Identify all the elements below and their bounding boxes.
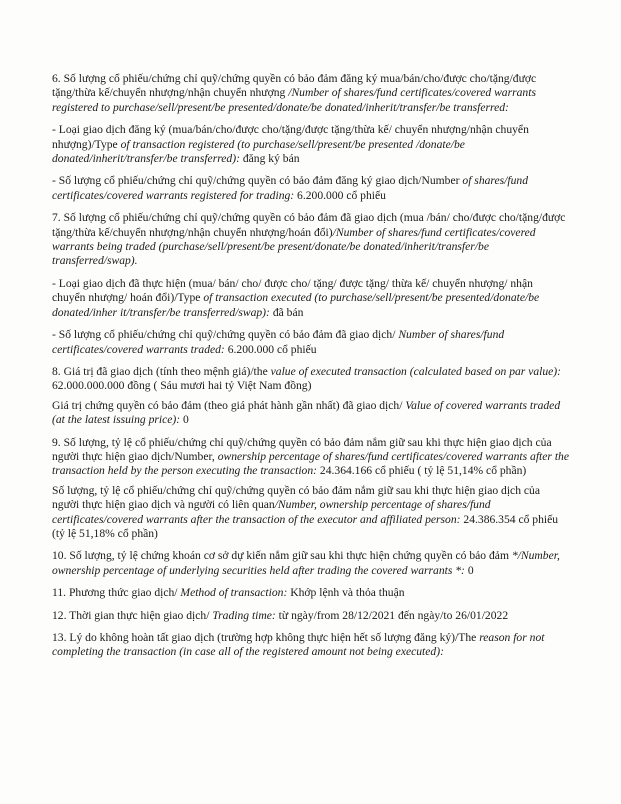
item-6-registered-type bbox=[52, 123, 569, 166]
item-10-english: */Number, ownership percentage of underlying securities held after trading the covered warrants *: bbox=[52, 549, 560, 577]
item-8-executed-value bbox=[52, 365, 569, 394]
covered-warrant-english: Value of covered warrants traded (at the latest issuing price): bbox=[52, 398, 561, 427]
item-8-covered-warrant-value bbox=[52, 399, 569, 428]
covered-warrant-value: 0 bbox=[180, 413, 189, 427]
item-9-text: 9. Số lượng, tỷ lệ cổ phiếu/chứng chỉ quỹ/chứng quyền có bảo đảm nắm giữ sau khi thực hiện giao dịch của người thực hiện giao dịch/Number, bbox=[52, 435, 552, 463]
covered-warrant-text: Giá trị chứng quyền có bảo đảm (theo giá phát hành gần nhất) đã giao dịch/ bbox=[52, 398, 406, 412]
item-9-holding-after-transaction bbox=[52, 436, 569, 479]
item-7-traded-shares bbox=[52, 211, 569, 269]
item-13-reason bbox=[52, 631, 569, 660]
item-12-text: 12. Thời gian thực hiện giao dịch/ bbox=[52, 608, 213, 622]
item-10-text: 10. Số lượng, tỷ lệ chứng khoán cơ sở dự kiến nắm giữ sau khi thực hiện chứng quyền có bảo đảm bbox=[52, 549, 512, 563]
registered-quantity-english: of shares/fund certificates/covered warrants registered for trading: bbox=[52, 174, 528, 202]
registered-type-english: of transaction registered (to purchase/sell/present/be presented /donate/be donated/inherit/transfer/be transferred): bbox=[52, 137, 465, 166]
traded-quantity-english: Number of shares/fund certificates/covered warrants traded: bbox=[52, 328, 505, 356]
item-9-value: 24.364.166 cổ phiếu ( tỷ lệ 51,14% cổ phần) bbox=[317, 464, 527, 478]
item-10-value: 0 bbox=[464, 563, 474, 577]
traded-quantity-text: - Số lượng cổ phiếu/chứng chỉ quỹ/chứng quyền có bảo đảm đã giao dịch/ bbox=[52, 328, 399, 342]
item-6-registered-shares bbox=[52, 72, 569, 115]
item-7-text: 7. Số lượng cổ phiếu/chứng chỉ quỹ/chứng quyền có bảo đảm đã giao dịch (mua /bán/ cho/được cho/tặng/được tặng/thừa kế/chuyển nhượng/nhận chuyển nhượng/hoán đổi) bbox=[52, 211, 566, 239]
item-11-method bbox=[52, 586, 569, 600]
item-7-traded-quantity bbox=[52, 328, 569, 357]
item-13-text: 13. Lý do không hoàn tất giao dịch (trường hợp không thực hiện hết số lượng đăng ký)/The bbox=[52, 631, 480, 644]
item-12-trading-time bbox=[52, 609, 569, 623]
item-8-english: value of executed transaction (calculated based on par value): bbox=[270, 364, 562, 378]
item-9-english: ownership percentage of shares/fund certificates/covered warrants after the transaction held by the person executing the transaction: bbox=[52, 449, 570, 478]
item-11-value: Khớp lệnh và thỏa thuận bbox=[287, 586, 405, 600]
item-8-value: 62.000.000.000 đồng ( Sáu mươi hai tỷ Việt Nam đồng) bbox=[52, 379, 312, 393]
registered-quantity-text: - Số lượng cổ phiếu/chứng chỉ quỹ/chứng quyền có bảo đảm đăng ký giao dịch/Number bbox=[52, 174, 463, 188]
item-13-english: reason for not completing the transaction (in case all of the registered amount not being executed): bbox=[52, 631, 545, 659]
item-11-text: 11. Phương thức giao dịch/ bbox=[52, 586, 181, 600]
item-11-english: Method of transaction: bbox=[180, 586, 288, 600]
registered-type-value: đăng ký bán bbox=[239, 152, 300, 166]
item-10-underlying-securities bbox=[52, 549, 569, 578]
item-6-registered-quantity bbox=[52, 174, 569, 203]
affiliates-english: /Number, ownership percentage of shares/fund certificates/covered warrants after the transaction of the executor and affiliated person: bbox=[52, 498, 491, 526]
registered-type-text: - Loại giao dịch đăng ký (mua/bán/cho/được cho/tặng/được tặng/thừa kế/ chuyển nhượng/nhận chuyển nhượng)/Type bbox=[52, 123, 529, 151]
item-12-value: từ ngày/from 28/12/2021 đến ngày/to 26/01/2022 bbox=[275, 608, 509, 622]
executed-type-text: - Loại giao dịch đã thực hiện (mua/ bán/ cho/ được cho/ tặng/ được tặng/ thừa kế/ chuyển nhượng/ nhận chuyển nhượng/ hoán đổi)/Type bbox=[52, 276, 533, 305]
item-7-english: /Number of shares/fund certificates/covered warrants being traded (purchase/sell/present/be present/donate/be donated/inherit/transfer/be transferred/swap). bbox=[52, 225, 536, 268]
item-9-holding-with-affiliates bbox=[52, 484, 569, 542]
item-12-english: Trading time: bbox=[212, 608, 276, 622]
item-8-text: 8. Giá trị đã giao dịch (tính theo mệnh giá)/the bbox=[52, 364, 271, 378]
executed-type-value: đã bán bbox=[269, 305, 304, 319]
traded-quantity-value: 6.200.000 cổ phiếu bbox=[224, 342, 317, 356]
item-6-text: 6. Số lượng cổ phiếu/chứng chỉ quỹ/chứng quyền có bảo đảm đăng ký mua/bán/cho/được cho/tặng/được tặng/thừa kế/chuyển nhượng/nhận chuyển nhượng bbox=[52, 72, 537, 100]
affiliates-text: Số lượng, tỷ lệ cổ phiếu/chứng chỉ quỹ/chứng quyền có bảo đảm nắm giữ sau khi thực hiện giao dịch của người thực hiện giao dịch và người có liên quan bbox=[52, 483, 540, 512]
executed-type-english: of transaction executed (to purchase/sell/present/be presented/donate/be donated/inher it/transfer/be transferred/swap): bbox=[52, 291, 540, 319]
registered-quantity-value: 6.200.000 cổ phiếu bbox=[294, 188, 386, 202]
item-6-english: /Number of shares/fund certificates/covered warrants registered to purchase/sell/present/be presented/donate/be donated/inherit/transfer/be transferred: bbox=[52, 86, 536, 114]
affiliates-value: 24.386.354 cổ phiếu (tỷ lệ 51,18% cổ phần) bbox=[52, 512, 559, 540]
item-7-executed-type bbox=[52, 277, 569, 320]
